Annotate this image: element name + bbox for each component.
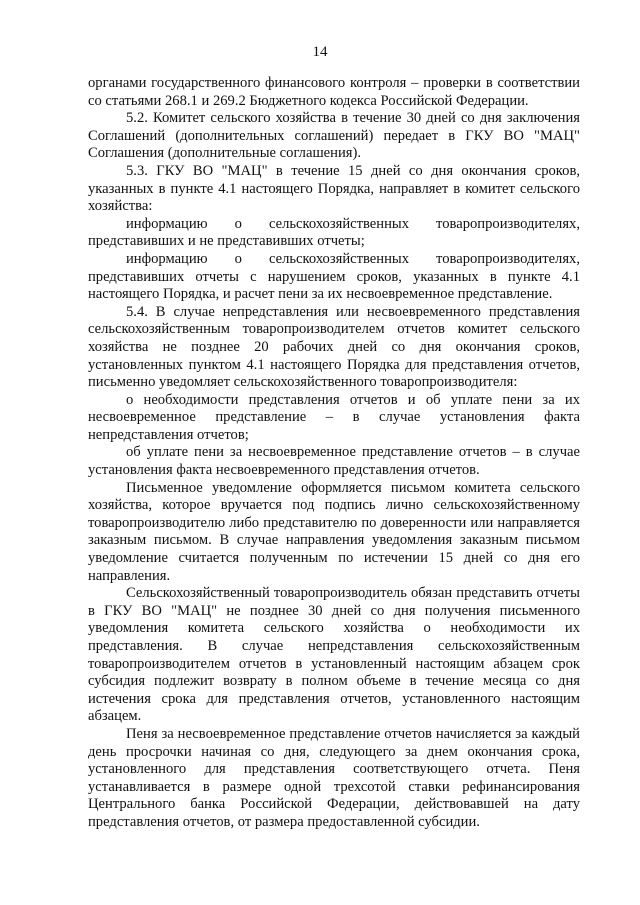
paragraph-notification: Письменное уведомление оформляется письмом комитета сельского хозяйства, которое вручается под подпись лично сельскохозяйственному товаропроизводителю либо представителю по доверенности или направляется заказным письмом. В случае направления уведомления заказным письмом уведомление считается полученным по истечении 15 дней со дня его направления. [88,479,580,584]
paragraph-5-4: 5.4. В случае непредставления или несвоевременного представления сельскохозяйственным товаропроизводителем отчетов комитет сельского хозяйства не позднее 20 рабочих дней со дня окончания сроков, установленных пунктом 4.1 настоящего Порядка для представления отчетов, письменно уведомляет сельскохозяйственного товаропроизводителя: [88,303,580,391]
paragraph-obligation: Сельскохозяйственный товаропроизводитель обязан представить отчеты в ГКУ ВО "МАЦ" не позднее 30 дней со дня получения письменного уведомления комитета сельского хозяйства о необходимости их представления. В случае непредставления сельскохозяйственным товаропроизводителем отчетов в установленный настоящим абзацем срок субсидия подлежит возврату в полном объеме в течение месяца со дня истечения срока для представления отчетов, установленного настоящим абзацем. [88,585,580,725]
paragraph-5-2: 5.2. Комитет сельского хозяйства в течение 30 дней со дня заключения Соглашений (дополнительных соглашений) передает в ГКУ ВО "МАЦ" Соглашения (дополнительные соглашения). [88,110,580,162]
paragraph-5-3: 5.3. ГКУ ВО "МАЦ" в течение 15 дней со дня окончания сроков, указанных в пункте 4.1 настоящего Порядка, направляет в комитет сельского хозяйства: [88,162,580,215]
body-text [88,75,580,832]
paragraph-5-3-item-2: информацию о сельскохозяйственных товаропроизводителях, представивших отчеты с нарушением сроков, указанных в пункте 4.1 настоящего Порядка, и расчет пени за их несвоевременное представление. [88,250,580,303]
paragraph-5-3-item-1: информацию о сельскохозяйственных товаропроизводителях, представивших и не представивших отчеты; [88,215,580,250]
paragraph-penalty: Пеня за несвоевременное представление отчетов начисляется за каждый день просрочки начиная со дня, следующего за днем окончания срока, установленного для представления соответствующего отчета. Пеня устанавливается в размере одной трехсотой ставки рефинансирования Центрального банка Российской Федерации, действовавшей на дату представления отчетов, от размера предоставленной субсидии. [88,725,580,830]
paragraph-continuation: органами государственного финансового контроля – проверки в соответствии со статьями 268.1 и 269.2 Бюджетного кодекса Российской Федерации. [88,75,580,109]
page-number: 14 [312,44,328,60]
paragraph-5-4-item-2: об уплате пени за несвоевременное представление отчетов – в случае установления факта несвоевременного представления отчетов. [88,444,580,479]
paragraph-5-4-item-1: о необходимости представления отчетов и об уплате пени за их несвоевременное представление – в случае установления факта непредставления отчетов; [88,391,580,443]
